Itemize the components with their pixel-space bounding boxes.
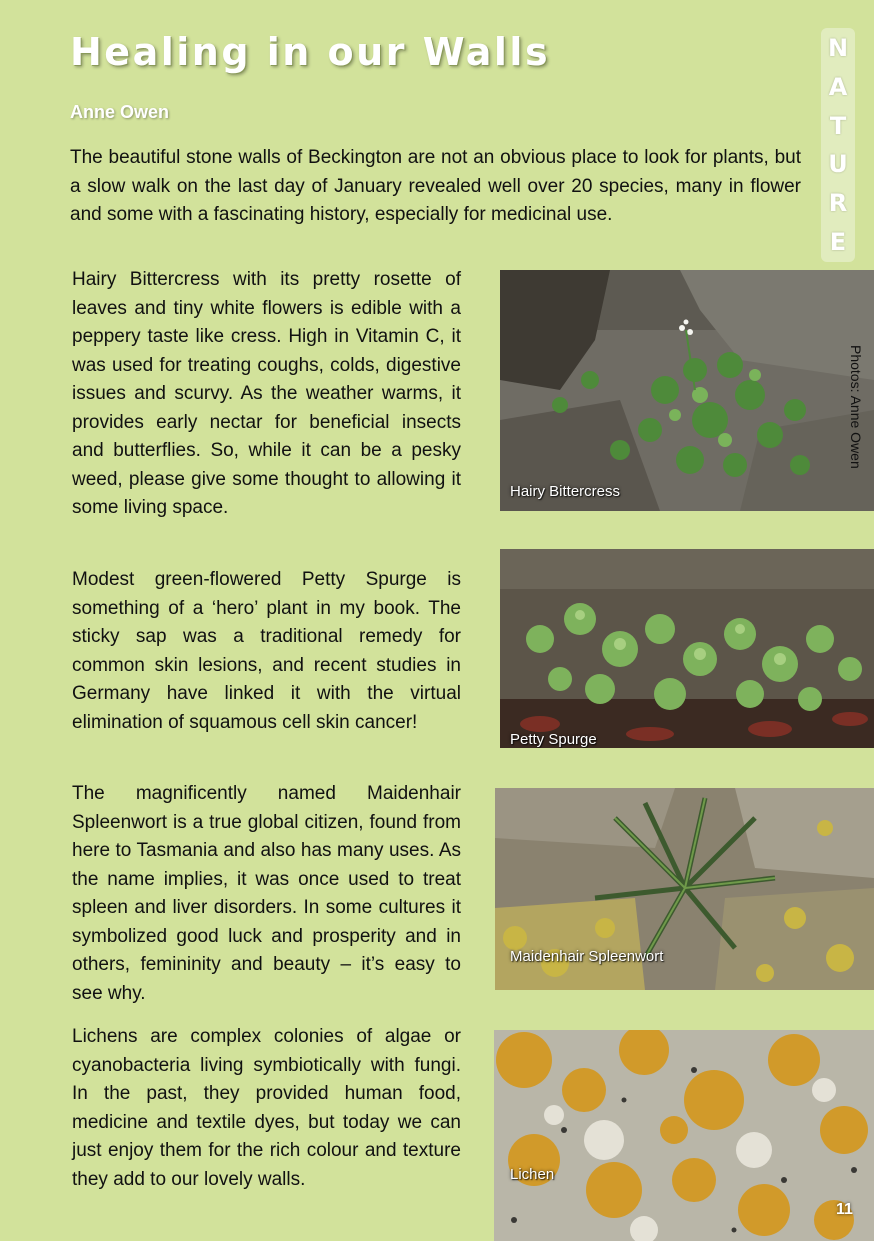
photo-petty-spurge xyxy=(500,549,874,748)
section-tab-nature xyxy=(821,28,855,262)
photo-lichen xyxy=(494,1030,874,1241)
photo-caption: Lichen xyxy=(510,1166,555,1183)
paragraph-petty-spurge: Modest green-flowered Petty Spurge is something of a ‘hero’ plant in my book. The sticky sap was a traditional remedy for common skin lesions, and recent studies in Germany have linked it with the virtual elimination of squamous cell skin cancer! xyxy=(72,569,461,733)
photo-credit xyxy=(848,345,868,495)
photo-caption: Petty Spurge xyxy=(510,731,597,748)
paragraph-spleenwort: The magnificently named Maidenhair Spleenwort is a true global citizen, found from here to Tasmania and also has many uses. As the name implies, it was once used to treat spleen and liver disorders. In some cultures it symbolized good luck and prosperity and in others, femininity and beauty – it’s easy to see why. xyxy=(72,783,461,1004)
section-tab-letter: A xyxy=(828,72,848,101)
photo-caption: Maidenhair Spleenwort xyxy=(510,948,664,965)
photo-caption: Hairy Bittercress xyxy=(510,483,621,500)
section-tab-letter: N xyxy=(827,34,849,62)
section-tab-letter: E xyxy=(829,227,847,256)
section-tab-letter: R xyxy=(828,189,848,218)
page-number: 11 xyxy=(836,1201,853,1218)
photo-hairy-bittercress xyxy=(500,270,874,511)
paragraph-bittercress: Hairy Bittercress with its pretty rosette of leaves and tiny white flowers is edible with a peppery taste like cress. High in Vitamin C, it was used for treating coughs, colds, digestive issues and scurvy. As the weather warms, it provides early nectar for beneficial insects and butterflies. So, while it can be a pesky weed, please give some thought to allowing it some living space. xyxy=(72,269,461,518)
section-tab-letter: U xyxy=(828,150,848,179)
article-title: Healing in our Walls xyxy=(70,30,551,74)
photo-credit-text: Photos: Anne Owen xyxy=(848,345,864,469)
article-intro: The beautiful stone walls of Beckington are not an obvious place to look for plants, but a slow walk on the last day of January revealed well over 20 species, many in flower and some with a fascinating history, especially for medicinal use. xyxy=(70,147,801,225)
article-author: Anne Owen xyxy=(70,102,170,122)
paragraph-lichen: Lichens are complex colonies of algae or cyanobacteria living symbiotically with fungi. In the past, they provided human food, medicine and textile dyes, but today we can just enjoy them for the rich colour and texture they add to our lovely walls. xyxy=(72,1026,461,1190)
section-tab-letter: T xyxy=(829,111,847,140)
photo-maidenhair-spleenwort xyxy=(495,788,874,990)
